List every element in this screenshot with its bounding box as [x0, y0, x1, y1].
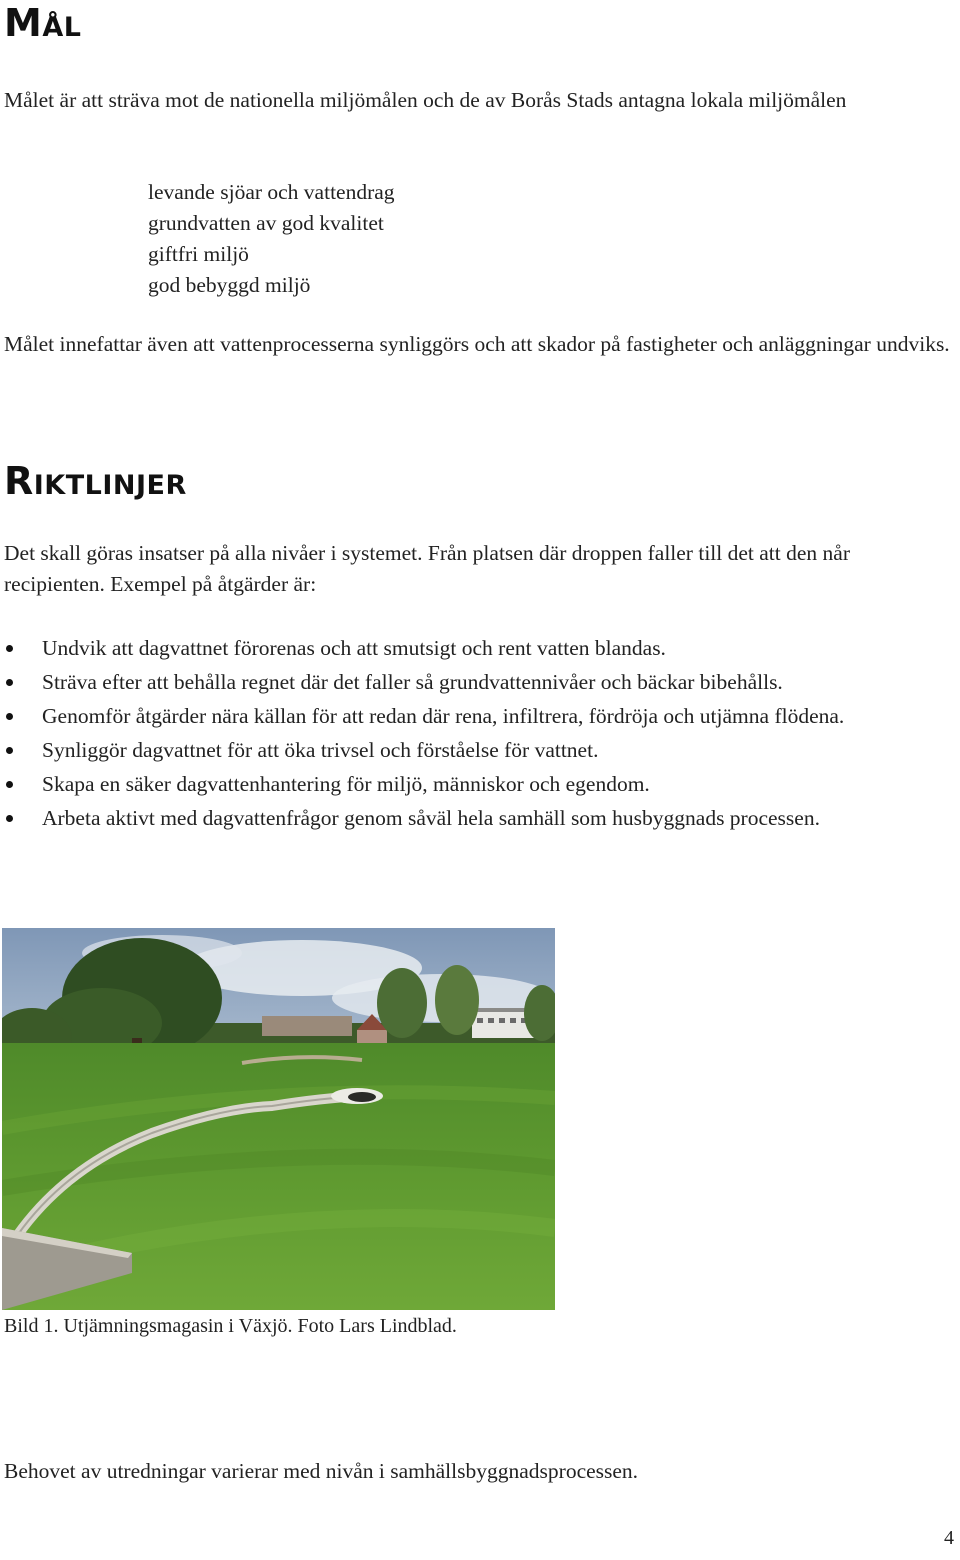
list-item: Arbeta aktivt med dagvattenfrågor genom såväl hela samhäll som husbyggnads processen.	[4, 803, 954, 834]
heading-mal: Mål	[4, 1, 82, 45]
mal-intro: Målet är att sträva mot de nationella miljömålen och de av Borås Stads antagna lokala miljömålen	[4, 88, 847, 112]
bullet-icon	[6, 815, 13, 822]
list-item: Genomför åtgärder nära källan för att redan där rena, infiltrera, fördröja och utjämna flödena.	[4, 701, 954, 732]
bullet-icon	[6, 747, 13, 754]
riktlinjer-intro: Det skall göras insatser på alla nivåer i systemet. Från platsen där droppen faller till det att den når recipienten. Exempel på åtgärder är:	[4, 541, 850, 596]
list-item: Sträva efter att behålla regnet där det faller så grundvattennivåer och bäckar bibehålls.	[4, 667, 954, 698]
goals-list	[148, 177, 395, 301]
goal-item: grundvatten av god kvalitet	[148, 211, 384, 235]
list-item: Skapa en säker dagvattenhantering för miljö, människor och egendom.	[4, 769, 954, 800]
goal-item: levande sjöar och vattendrag	[148, 180, 395, 204]
list-item: Undvik att dagvattnet förorenas och att smutsigt och rent vatten blandas.	[4, 633, 954, 664]
mal-addendum: Målet innefattar även att vattenprocesserna synliggörs och att skador på fastigheter och anläggningar undviks.	[4, 332, 950, 356]
bullet-icon	[6, 645, 13, 652]
measures-list	[4, 633, 954, 837]
bullet-icon	[6, 781, 13, 788]
bullet-icon	[6, 679, 13, 686]
figure-caption: Bild 1. Utjämningsmagasin i Växjö. Foto Lars Lindblad.	[4, 1315, 457, 1337]
goal-item: god bebyggd miljö	[148, 273, 311, 297]
bullet-icon	[6, 713, 13, 720]
photo-retention-basin	[2, 928, 555, 1310]
heading-riktlinjer: Riktlinjer	[4, 459, 187, 503]
closing-text: Behovet av utredningar varierar med nivån i samhällsbyggnadsprocessen.	[4, 1459, 639, 1483]
goal-item: giftfri miljö	[148, 242, 249, 266]
page-number: 4	[944, 1527, 954, 1549]
list-item: Synliggör dagvattnet för att öka trivsel och förståelse för vattnet.	[4, 735, 954, 766]
